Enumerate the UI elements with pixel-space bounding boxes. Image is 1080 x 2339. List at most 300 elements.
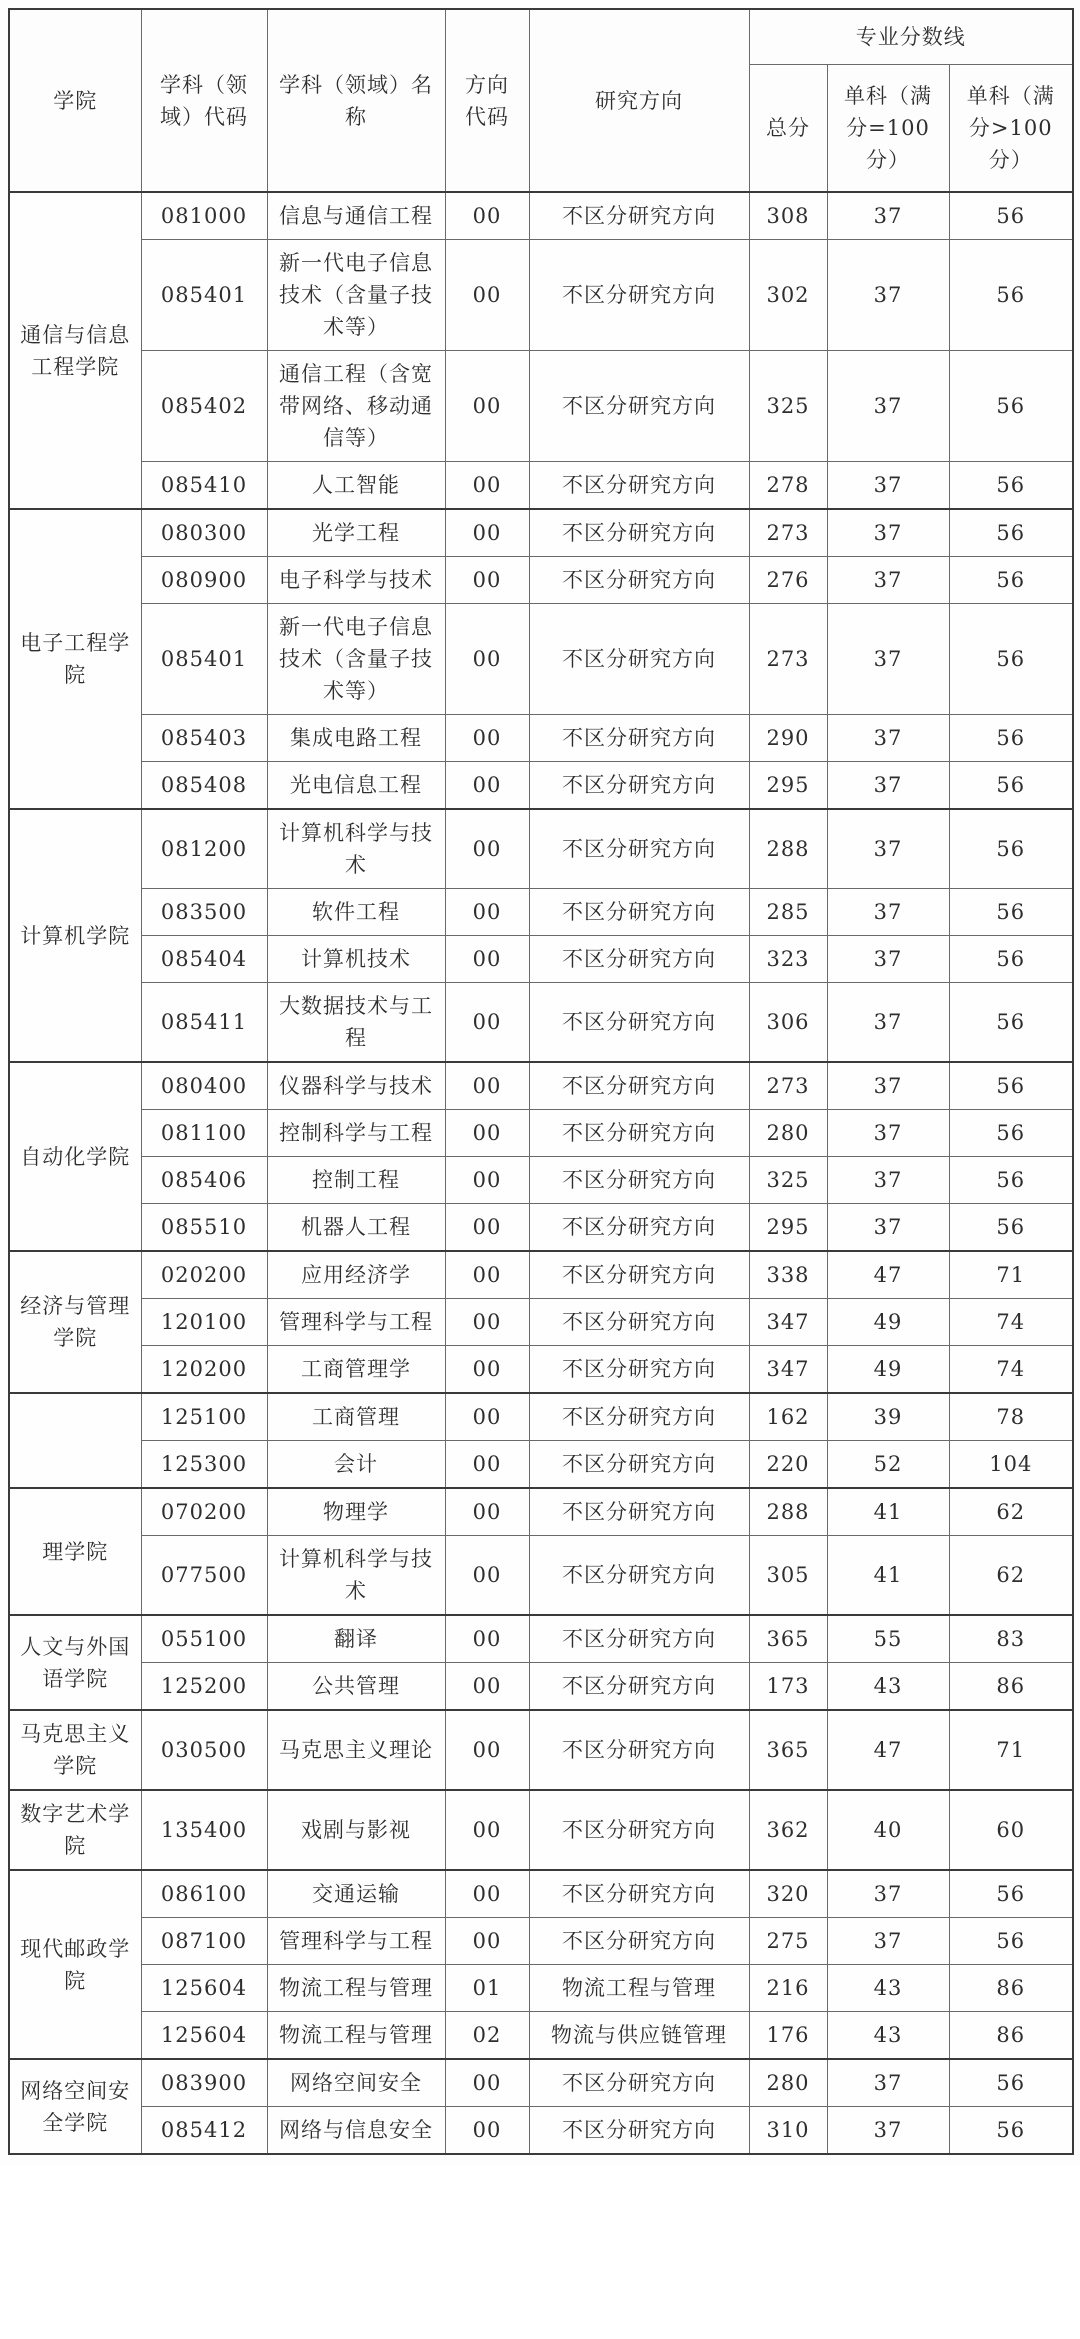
subject-name-cell: 控制工程	[267, 1157, 445, 1204]
research-direction-cell: 不区分研究方向	[529, 2107, 749, 2155]
code-cell: 083500	[141, 889, 267, 936]
research-direction-cell: 物流工程与管理	[529, 1965, 749, 2012]
code-cell: 085404	[141, 936, 267, 983]
single-eq100-cell: 55	[827, 1615, 949, 1663]
single-gt100-cell: 56	[949, 809, 1073, 889]
header-direction-code: 方向代码	[445, 9, 529, 192]
college-cell: 计算机学院	[9, 809, 141, 1062]
code-cell: 030500	[141, 1710, 267, 1790]
direction-code-cell: 00	[445, 762, 529, 810]
subject-name-cell: 计算机技术	[267, 936, 445, 983]
single-gt100-cell: 56	[949, 936, 1073, 983]
college-cell: 网络空间安全学院	[9, 2059, 141, 2154]
single-eq100-cell: 37	[827, 983, 949, 1063]
code-cell: 125604	[141, 2012, 267, 2060]
research-direction-cell: 不区分研究方向	[529, 1790, 749, 1870]
code-cell: 085510	[141, 1204, 267, 1252]
single-eq100-cell: 37	[827, 936, 949, 983]
direction-code-cell: 00	[445, 1157, 529, 1204]
table-row	[9, 1615, 1073, 1663]
total-score-cell: 275	[749, 1918, 827, 1965]
code-cell: 125100	[141, 1393, 267, 1441]
table-row	[9, 557, 1073, 604]
total-score-cell: 290	[749, 715, 827, 762]
single-gt100-cell: 56	[949, 2107, 1073, 2155]
total-score-cell: 216	[749, 1965, 827, 2012]
direction-code-cell: 00	[445, 1488, 529, 1536]
single-gt100-cell: 56	[949, 983, 1073, 1063]
single-gt100-cell: 83	[949, 1615, 1073, 1663]
code-cell: 020200	[141, 1251, 267, 1299]
single-eq100-cell: 37	[827, 889, 949, 936]
code-cell: 085411	[141, 983, 267, 1063]
single-eq100-cell: 40	[827, 1790, 949, 1870]
direction-code-cell: 00	[445, 2059, 529, 2107]
direction-code-cell: 00	[445, 1251, 529, 1299]
direction-code-cell: 00	[445, 809, 529, 889]
research-direction-cell: 不区分研究方向	[529, 2059, 749, 2107]
college-group	[9, 1870, 1073, 2059]
research-direction-cell: 不区分研究方向	[529, 889, 749, 936]
subject-name-cell: 管理科学与工程	[267, 1299, 445, 1346]
college-cell: 马克思主义学院	[9, 1710, 141, 1790]
single-gt100-cell: 71	[949, 1710, 1073, 1790]
research-direction-cell: 不区分研究方向	[529, 192, 749, 240]
header-college: 学院	[9, 9, 141, 192]
total-score-cell: 365	[749, 1615, 827, 1663]
college-cell: 经济与管理学院	[9, 1251, 141, 1393]
single-eq100-cell: 37	[827, 462, 949, 510]
single-gt100-cell: 56	[949, 762, 1073, 810]
code-cell: 080300	[141, 509, 267, 557]
table-row	[9, 1488, 1073, 1536]
subject-name-cell: 光电信息工程	[267, 762, 445, 810]
code-cell: 120100	[141, 1299, 267, 1346]
subject-name-cell: 马克思主义理论	[267, 1710, 445, 1790]
college-group	[9, 1488, 1073, 1615]
research-direction-cell: 不区分研究方向	[529, 809, 749, 889]
table-row	[9, 936, 1073, 983]
code-cell: 125200	[141, 1663, 267, 1711]
header-research-direction: 研究方向	[529, 9, 749, 192]
table-row	[9, 1204, 1073, 1252]
table-row	[9, 2107, 1073, 2155]
subject-name-cell: 工商管理学	[267, 1346, 445, 1394]
table-row	[9, 762, 1073, 810]
single-gt100-cell: 56	[949, 192, 1073, 240]
code-cell: 120200	[141, 1346, 267, 1394]
college-group	[9, 1251, 1073, 1393]
research-direction-cell: 不区分研究方向	[529, 604, 749, 715]
total-score-cell: 220	[749, 1441, 827, 1489]
single-gt100-cell: 56	[949, 1110, 1073, 1157]
total-score-cell: 295	[749, 762, 827, 810]
total-score-cell: 305	[749, 1536, 827, 1616]
research-direction-cell: 不区分研究方向	[529, 1346, 749, 1394]
research-direction-cell: 不区分研究方向	[529, 509, 749, 557]
single-gt100-cell: 74	[949, 1346, 1073, 1394]
college-cell: 理学院	[9, 1488, 141, 1615]
header-single-subject-gt100: 单科（满分>100 分）	[949, 65, 1073, 193]
single-gt100-cell: 56	[949, 2059, 1073, 2107]
table-row	[9, 462, 1073, 510]
subject-name-cell: 公共管理	[267, 1663, 445, 1711]
research-direction-cell: 不区分研究方向	[529, 1110, 749, 1157]
table-row	[9, 889, 1073, 936]
single-gt100-cell: 56	[949, 1204, 1073, 1252]
single-gt100-cell: 56	[949, 715, 1073, 762]
table-header	[9, 9, 1073, 192]
subject-name-cell: 会计	[267, 1441, 445, 1489]
code-cell: 085402	[141, 351, 267, 462]
table-row	[9, 1710, 1073, 1790]
direction-code-cell: 01	[445, 1965, 529, 2012]
single-eq100-cell: 37	[827, 1204, 949, 1252]
code-cell: 080400	[141, 1062, 267, 1110]
single-gt100-cell: 56	[949, 462, 1073, 510]
single-gt100-cell: 56	[949, 1918, 1073, 1965]
score-line-table	[8, 8, 1074, 2155]
table-row	[9, 351, 1073, 462]
table-row	[9, 1918, 1073, 1965]
total-score-cell: 365	[749, 1710, 827, 1790]
college-cell: 现代邮政学院	[9, 1870, 141, 2059]
single-eq100-cell: 37	[827, 1110, 949, 1157]
total-score-cell: 285	[749, 889, 827, 936]
total-score-cell: 347	[749, 1299, 827, 1346]
code-cell: 085410	[141, 462, 267, 510]
single-gt100-cell: 62	[949, 1536, 1073, 1616]
total-score-cell: 280	[749, 2059, 827, 2107]
subject-name-cell: 新一代电子信息技术（含量子技术等）	[267, 240, 445, 351]
code-cell: 081100	[141, 1110, 267, 1157]
total-score-cell: 325	[749, 1157, 827, 1204]
direction-code-cell: 00	[445, 1918, 529, 1965]
code-cell: 085408	[141, 762, 267, 810]
total-score-cell: 295	[749, 1204, 827, 1252]
table-row	[9, 2012, 1073, 2060]
single-gt100-cell: 56	[949, 1157, 1073, 1204]
direction-code-cell: 00	[445, 1441, 529, 1489]
total-score-cell: 310	[749, 2107, 827, 2155]
code-cell: 081000	[141, 192, 267, 240]
college-cell: 数字艺术学院	[9, 1790, 141, 1870]
college-group	[9, 192, 1073, 509]
single-eq100-cell: 43	[827, 1965, 949, 2012]
header-total-score: 总分	[749, 65, 827, 193]
single-eq100-cell: 49	[827, 1299, 949, 1346]
single-eq100-cell: 37	[827, 557, 949, 604]
total-score-cell: 362	[749, 1790, 827, 1870]
single-eq100-cell: 37	[827, 192, 949, 240]
single-gt100-cell: 56	[949, 889, 1073, 936]
table-row	[9, 1536, 1073, 1616]
code-cell: 070200	[141, 1488, 267, 1536]
code-cell: 125604	[141, 1965, 267, 2012]
table-row	[9, 1870, 1073, 1918]
subject-name-cell: 管理科学与工程	[267, 1918, 445, 1965]
research-direction-cell: 不区分研究方向	[529, 240, 749, 351]
code-cell: 085412	[141, 2107, 267, 2155]
code-cell: 085401	[141, 604, 267, 715]
header-single-subject-eq100: 单科（满分=100 分）	[827, 65, 949, 193]
code-cell: 077500	[141, 1536, 267, 1616]
subject-name-cell: 人工智能	[267, 462, 445, 510]
single-gt100-cell: 56	[949, 1870, 1073, 1918]
total-score-cell: 347	[749, 1346, 827, 1394]
single-eq100-cell: 41	[827, 1536, 949, 1616]
single-gt100-cell: 62	[949, 1488, 1073, 1536]
college-cell: 电子工程学院	[9, 509, 141, 809]
single-eq100-cell: 37	[827, 1870, 949, 1918]
total-score-cell: 176	[749, 2012, 827, 2060]
table-row	[9, 1157, 1073, 1204]
code-cell: 135400	[141, 1790, 267, 1870]
single-eq100-cell: 37	[827, 2107, 949, 2155]
subject-name-cell: 交通运输	[267, 1870, 445, 1918]
college-cell: 自动化学院	[9, 1062, 141, 1251]
single-gt100-cell: 60	[949, 1790, 1073, 1870]
table-row	[9, 983, 1073, 1063]
college-group	[9, 1393, 1073, 1488]
single-eq100-cell: 37	[827, 509, 949, 557]
college-cell	[9, 1393, 141, 1488]
subject-name-cell: 网络与信息安全	[267, 2107, 445, 2155]
single-eq100-cell: 37	[827, 1918, 949, 1965]
subject-name-cell: 物理学	[267, 1488, 445, 1536]
total-score-cell: 308	[749, 192, 827, 240]
research-direction-cell: 不区分研究方向	[529, 1918, 749, 1965]
research-direction-cell: 不区分研究方向	[529, 715, 749, 762]
direction-code-cell: 00	[445, 1663, 529, 1711]
code-cell: 085403	[141, 715, 267, 762]
table-row	[9, 715, 1073, 762]
subject-name-cell: 机器人工程	[267, 1204, 445, 1252]
subject-name-cell: 大数据技术与工程	[267, 983, 445, 1063]
single-eq100-cell: 37	[827, 351, 949, 462]
direction-code-cell: 00	[445, 936, 529, 983]
single-gt100-cell: 104	[949, 1441, 1073, 1489]
subject-name-cell: 通信工程（含宽带网络、移动通信等）	[267, 351, 445, 462]
direction-code-cell: 00	[445, 2107, 529, 2155]
total-score-cell: 306	[749, 983, 827, 1063]
code-cell: 085401	[141, 240, 267, 351]
college-group	[9, 1710, 1073, 1790]
single-eq100-cell: 43	[827, 1663, 949, 1711]
research-direction-cell: 不区分研究方向	[529, 1870, 749, 1918]
direction-code-cell: 00	[445, 1393, 529, 1441]
single-eq100-cell: 43	[827, 2012, 949, 2060]
direction-code-cell: 00	[445, 889, 529, 936]
research-direction-cell: 不区分研究方向	[529, 351, 749, 462]
subject-name-cell: 戏剧与影视	[267, 1790, 445, 1870]
code-cell: 080900	[141, 557, 267, 604]
research-direction-cell: 不区分研究方向	[529, 1615, 749, 1663]
code-cell: 087100	[141, 1918, 267, 1965]
research-direction-cell: 不区分研究方向	[529, 1488, 749, 1536]
subject-name-cell: 信息与通信工程	[267, 192, 445, 240]
total-score-cell: 162	[749, 1393, 827, 1441]
subject-name-cell: 光学工程	[267, 509, 445, 557]
total-score-cell: 273	[749, 509, 827, 557]
direction-code-cell: 00	[445, 351, 529, 462]
subject-name-cell: 新一代电子信息技术（含量子技术等）	[267, 604, 445, 715]
subject-name-cell: 工商管理	[267, 1393, 445, 1441]
single-eq100-cell: 47	[827, 1710, 949, 1790]
single-gt100-cell: 56	[949, 557, 1073, 604]
subject-name-cell: 集成电路工程	[267, 715, 445, 762]
total-score-cell: 276	[749, 557, 827, 604]
direction-code-cell: 00	[445, 1615, 529, 1663]
table-row	[9, 1110, 1073, 1157]
research-direction-cell: 不区分研究方向	[529, 1536, 749, 1616]
college-group	[9, 1615, 1073, 1710]
total-score-cell: 173	[749, 1663, 827, 1711]
single-eq100-cell: 37	[827, 1062, 949, 1110]
code-cell: 086100	[141, 1870, 267, 1918]
subject-name-cell: 应用经济学	[267, 1251, 445, 1299]
college-cell: 人文与外国语学院	[9, 1615, 141, 1710]
table-row	[9, 1393, 1073, 1441]
single-eq100-cell: 37	[827, 2059, 949, 2107]
direction-code-cell: 00	[445, 240, 529, 351]
direction-code-cell: 00	[445, 462, 529, 510]
total-score-cell: 325	[749, 351, 827, 462]
single-gt100-cell: 86	[949, 2012, 1073, 2060]
table-row	[9, 240, 1073, 351]
table-row	[9, 1299, 1073, 1346]
research-direction-cell: 不区分研究方向	[529, 1251, 749, 1299]
single-eq100-cell: 37	[827, 1157, 949, 1204]
table-row	[9, 1251, 1073, 1299]
direction-code-cell: 02	[445, 2012, 529, 2060]
total-score-cell: 278	[749, 462, 827, 510]
research-direction-cell: 不区分研究方向	[529, 557, 749, 604]
table-row	[9, 509, 1073, 557]
direction-code-cell: 00	[445, 1536, 529, 1616]
direction-code-cell: 00	[445, 1790, 529, 1870]
single-gt100-cell: 86	[949, 1663, 1073, 1711]
research-direction-cell: 不区分研究方向	[529, 1710, 749, 1790]
total-score-cell: 323	[749, 936, 827, 983]
table-row	[9, 192, 1073, 240]
single-eq100-cell: 37	[827, 809, 949, 889]
single-eq100-cell: 52	[827, 1441, 949, 1489]
single-eq100-cell: 39	[827, 1393, 949, 1441]
code-cell: 055100	[141, 1615, 267, 1663]
single-eq100-cell: 37	[827, 240, 949, 351]
college-group	[9, 509, 1073, 809]
research-direction-cell: 不区分研究方向	[529, 762, 749, 810]
college-group	[9, 809, 1073, 1062]
table-row	[9, 604, 1073, 715]
direction-code-cell: 00	[445, 1204, 529, 1252]
single-gt100-cell: 71	[949, 1251, 1073, 1299]
direction-code-cell: 00	[445, 1710, 529, 1790]
table-row	[9, 1965, 1073, 2012]
direction-code-cell: 00	[445, 192, 529, 240]
research-direction-cell: 不区分研究方向	[529, 983, 749, 1063]
single-gt100-cell: 74	[949, 1299, 1073, 1346]
single-gt100-cell: 78	[949, 1393, 1073, 1441]
code-cell: 083900	[141, 2059, 267, 2107]
research-direction-cell: 物流与供应链管理	[529, 2012, 749, 2060]
research-direction-cell: 不区分研究方向	[529, 1157, 749, 1204]
table-row	[9, 1346, 1073, 1394]
single-eq100-cell: 41	[827, 1488, 949, 1536]
single-eq100-cell: 37	[827, 762, 949, 810]
subject-name-cell: 电子科学与技术	[267, 557, 445, 604]
subject-name-cell: 控制科学与工程	[267, 1110, 445, 1157]
header-subject-code: 学科（领域）代码	[141, 9, 267, 192]
subject-name-cell: 计算机科学与技术	[267, 809, 445, 889]
header-score-line-group: 专业分数线	[749, 9, 1073, 65]
table-row	[9, 2059, 1073, 2107]
direction-code-cell: 00	[445, 1299, 529, 1346]
research-direction-cell: 不区分研究方向	[529, 1663, 749, 1711]
single-gt100-cell: 56	[949, 240, 1073, 351]
direction-code-cell: 00	[445, 557, 529, 604]
total-score-cell: 338	[749, 1251, 827, 1299]
college-cell: 通信与信息工程学院	[9, 192, 141, 509]
research-direction-cell: 不区分研究方向	[529, 462, 749, 510]
header-subject-name: 学科（领域）名称	[267, 9, 445, 192]
subject-name-cell: 计算机科学与技术	[267, 1536, 445, 1616]
table-row	[9, 1663, 1073, 1711]
subject-name-cell: 物流工程与管理	[267, 2012, 445, 2060]
table-row	[9, 1441, 1073, 1489]
direction-code-cell: 00	[445, 509, 529, 557]
research-direction-cell: 不区分研究方向	[529, 1299, 749, 1346]
college-group	[9, 1790, 1073, 1870]
single-eq100-cell: 37	[827, 715, 949, 762]
direction-code-cell: 00	[445, 604, 529, 715]
college-group	[9, 2059, 1073, 2154]
total-score-cell: 273	[749, 604, 827, 715]
code-cell: 125300	[141, 1441, 267, 1489]
single-gt100-cell: 86	[949, 1965, 1073, 2012]
total-score-cell: 288	[749, 1488, 827, 1536]
subject-name-cell: 仪器科学与技术	[267, 1062, 445, 1110]
direction-code-cell: 00	[445, 1346, 529, 1394]
college-group	[9, 1062, 1073, 1251]
single-gt100-cell: 56	[949, 509, 1073, 557]
subject-name-cell: 物流工程与管理	[267, 1965, 445, 2012]
total-score-cell: 320	[749, 1870, 827, 1918]
research-direction-cell: 不区分研究方向	[529, 936, 749, 983]
code-cell: 085406	[141, 1157, 267, 1204]
single-gt100-cell: 56	[949, 351, 1073, 462]
subject-name-cell: 翻译	[267, 1615, 445, 1663]
single-gt100-cell: 56	[949, 1062, 1073, 1110]
direction-code-cell: 00	[445, 715, 529, 762]
research-direction-cell: 不区分研究方向	[529, 1062, 749, 1110]
subject-name-cell: 网络空间安全	[267, 2059, 445, 2107]
direction-code-cell: 00	[445, 983, 529, 1063]
total-score-cell: 302	[749, 240, 827, 351]
table-row	[9, 1790, 1073, 1870]
subject-name-cell: 软件工程	[267, 889, 445, 936]
single-eq100-cell: 37	[827, 604, 949, 715]
total-score-cell: 273	[749, 1062, 827, 1110]
single-eq100-cell: 49	[827, 1346, 949, 1394]
direction-code-cell: 00	[445, 1110, 529, 1157]
research-direction-cell: 不区分研究方向	[529, 1204, 749, 1252]
table-row	[9, 809, 1073, 889]
table-row	[9, 1062, 1073, 1110]
single-eq100-cell: 47	[827, 1251, 949, 1299]
code-cell: 081200	[141, 809, 267, 889]
